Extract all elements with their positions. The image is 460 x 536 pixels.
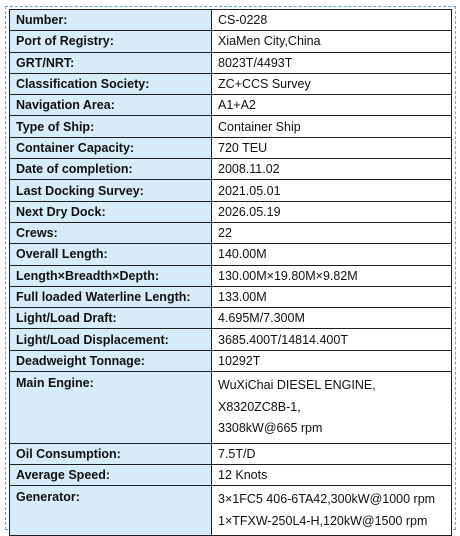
spec-label: Length×Breadth×Depth: bbox=[10, 265, 212, 286]
spec-value-line: 130.00M×19.80M×9.82M bbox=[218, 268, 358, 283]
spec-row bbox=[10, 350, 452, 371]
spec-row bbox=[10, 201, 452, 222]
spec-row bbox=[10, 95, 452, 116]
spec-value bbox=[212, 464, 452, 485]
spec-value-line: Container Ship bbox=[218, 119, 301, 134]
spec-row bbox=[10, 222, 452, 243]
spec-value bbox=[212, 329, 452, 350]
spec-label: Average Speed: bbox=[10, 464, 212, 485]
spec-row bbox=[10, 329, 452, 350]
spec-row bbox=[10, 52, 452, 73]
spec-row bbox=[10, 308, 452, 329]
spec-row bbox=[10, 265, 452, 286]
spec-value-line: CS-0228 bbox=[218, 13, 268, 28]
spec-value-line: 10292T bbox=[218, 353, 261, 368]
ship-spec-table bbox=[9, 9, 452, 536]
spec-value bbox=[212, 137, 452, 158]
spec-value-line: 2021.05.01 bbox=[218, 183, 281, 198]
spec-value-line: 3×1FC5 406-6TA42,300kW@1000 rpm bbox=[218, 492, 436, 507]
spec-label: Next Dry Dock: bbox=[10, 201, 212, 222]
spec-value-line: 1×TFXW-250L4-H,120kW@1500 rpm bbox=[218, 513, 428, 528]
spec-value-line: 140.00M bbox=[218, 247, 267, 262]
spec-label: Deadweight Tonnage: bbox=[10, 350, 212, 371]
spec-value-line: 7.5T/D bbox=[218, 446, 256, 461]
spec-value-line: 3685.400T/14814.400T bbox=[218, 332, 348, 347]
spec-value-line: X8320ZC8B-1, bbox=[218, 399, 301, 414]
spec-row bbox=[10, 372, 452, 444]
spec-row bbox=[10, 486, 452, 536]
spec-label: Generator: bbox=[10, 486, 212, 536]
spec-row bbox=[10, 159, 452, 180]
spec-row bbox=[10, 73, 452, 94]
spec-row bbox=[10, 116, 452, 137]
spec-label: Port of Registry: bbox=[10, 31, 212, 52]
spec-label: Last Docking Survey: bbox=[10, 180, 212, 201]
spec-row bbox=[10, 137, 452, 158]
spec-value bbox=[212, 159, 452, 180]
spec-label: Type of Ship: bbox=[10, 116, 212, 137]
spec-label: GRT/NRT: bbox=[10, 52, 212, 73]
spec-table-body bbox=[10, 10, 452, 536]
spec-value-line: 8023T/4493T bbox=[218, 55, 293, 70]
spec-value-line: 133.00M bbox=[218, 290, 267, 304]
spec-value-line: A1+A2 bbox=[218, 98, 256, 113]
spec-value bbox=[212, 180, 452, 201]
spec-label: Navigation Area: bbox=[10, 95, 212, 116]
spec-value bbox=[212, 350, 452, 371]
spec-value bbox=[212, 265, 452, 286]
spec-value-line: XiaMen City,China bbox=[218, 34, 321, 49]
spec-value bbox=[212, 73, 452, 94]
spec-row bbox=[10, 286, 452, 307]
spec-row bbox=[10, 244, 452, 265]
spec-label: Light/Load Displacement: bbox=[10, 329, 212, 350]
spec-value-line: 22 bbox=[218, 226, 232, 241]
spec-label: Overall Length: bbox=[10, 244, 212, 265]
spec-value bbox=[212, 116, 452, 137]
spec-value bbox=[212, 308, 452, 329]
spec-row bbox=[10, 464, 452, 485]
spec-value bbox=[212, 52, 452, 73]
spec-value bbox=[212, 201, 452, 222]
spec-value bbox=[212, 95, 452, 116]
spec-label: Main Engine: bbox=[10, 372, 212, 444]
spec-value bbox=[212, 10, 452, 31]
spec-value bbox=[212, 286, 452, 307]
spec-value-line: 3308kW@665 rpm bbox=[218, 421, 323, 436]
spec-value bbox=[212, 244, 452, 265]
spec-label: Crews: bbox=[10, 222, 212, 243]
spec-label: Light/Load Draft: bbox=[10, 308, 212, 329]
spec-value-line: 12 Knots bbox=[218, 467, 268, 482]
spec-label: Number: bbox=[10, 10, 212, 31]
spec-label: Classification Society: bbox=[10, 73, 212, 94]
spec-value-line: 2026.05.19 bbox=[218, 204, 281, 219]
spec-value-line: 2008.11.02 bbox=[218, 162, 280, 177]
spec-value bbox=[212, 31, 452, 52]
spec-label: Container Capacity: bbox=[10, 137, 212, 158]
spec-value-line: ZC+CCS Survey bbox=[218, 77, 311, 92]
spec-row bbox=[10, 180, 452, 201]
spec-row bbox=[10, 31, 452, 52]
spec-label: Full loaded Waterline Length: bbox=[10, 286, 212, 307]
spec-value bbox=[212, 443, 452, 464]
spec-label: Date of completion: bbox=[10, 159, 212, 180]
spec-value bbox=[212, 486, 452, 536]
spec-value bbox=[212, 222, 452, 243]
spec-label: Oil Consumption: bbox=[10, 443, 212, 464]
spec-row bbox=[10, 443, 452, 464]
spec-value-line: 4.695M/7.300M bbox=[218, 311, 305, 326]
spec-value bbox=[212, 372, 452, 444]
spec-row bbox=[10, 10, 452, 31]
spec-value-line: 720 TEU bbox=[218, 140, 268, 155]
spec-value-line: WuXiChai DIESEL ENGINE, bbox=[218, 378, 376, 393]
